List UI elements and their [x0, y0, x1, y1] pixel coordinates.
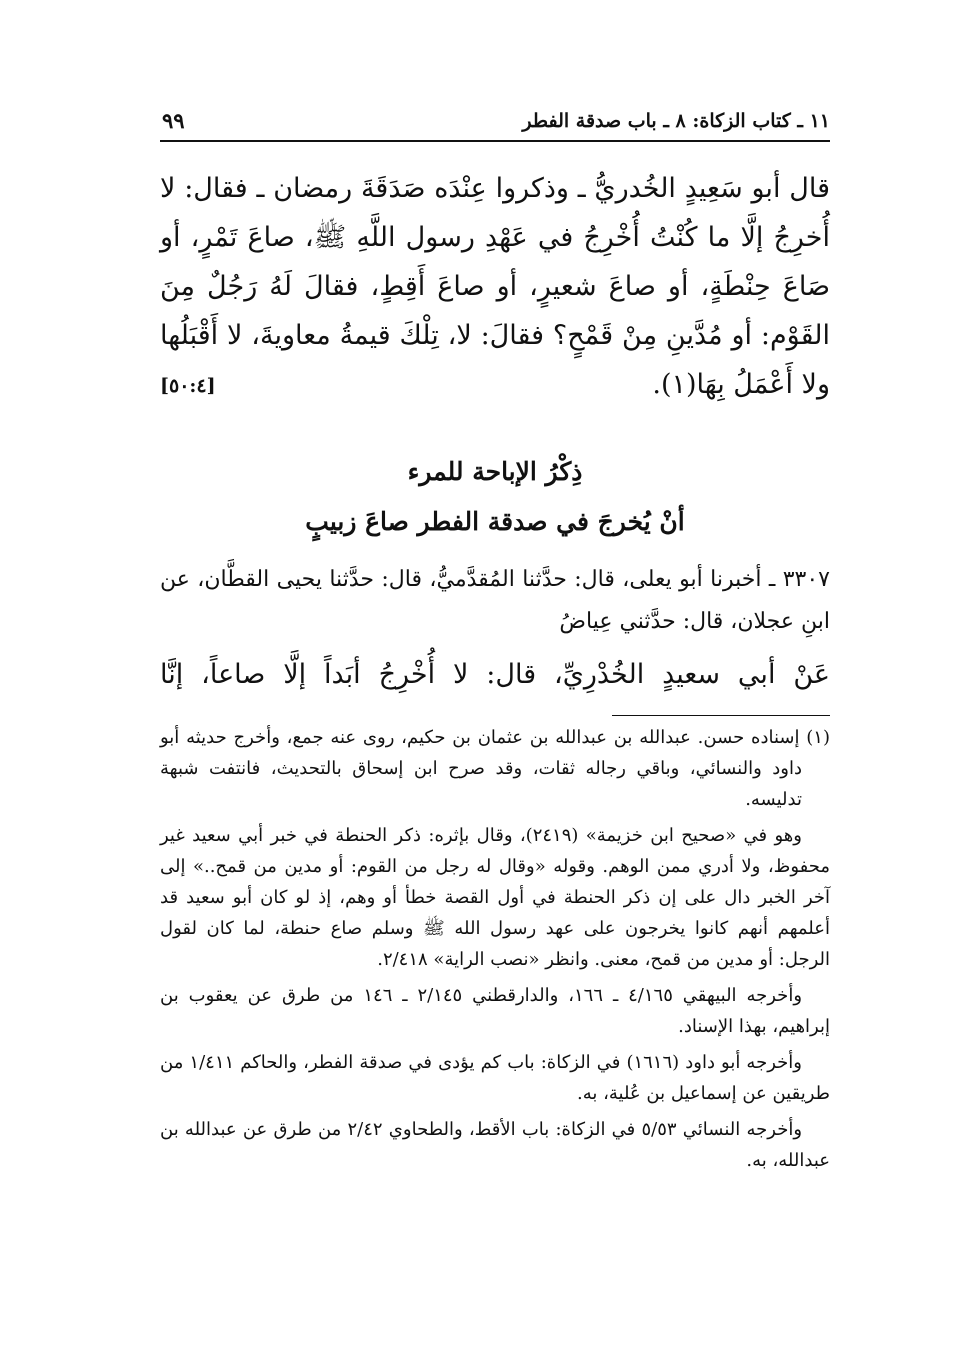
- chapter-heading: [160, 447, 830, 547]
- footnote-paragraph: وأخرجه البيهقي ٤/١٦٥ ـ ١٦٦، والدارقطني ٢/١٤٥ ـ ١٤٦ من طرق عن يعقوب بن إبراهيم، بهذا الإسناد.: [160, 985, 830, 1037]
- footnote-paragraph: وهو في «صحيح ابن خزيمة» (٢٤١٩)، وقال بإثره: ذكر الحنطة في خبر أبي سعيد غير محفوظ، ولا أدري ممن الوهم. وقوله «وقال له رجل من القوم: أو مدين من قمح..» إلى آخر الخبر دال على إن ذكر الحنطة في أول القصة خطأ أو وهم، إذ لو كان أبو سعيد قد أعلمهم أنهم كانوا يخرجون على عهد رسول الله ﷺ وسلم صاع حنطة، لما كان لقول الرجل: أو مدين من قمح، معنى. وانظر «نصب الراية» ٢/٤١٨.: [160, 825, 830, 970]
- book-page: [160, 100, 830, 1181]
- chapter-heading-line-1: ذِكْرُ الإباحة للمرء: [407, 457, 583, 486]
- footnote-divider: [612, 715, 830, 716]
- footnote-paragraph: وأخرجه النسائي ٥/٥٣ في الزكاة: باب الأقط، والطحاوي ٢/٤٢ من طرق عن عبدالله بن عبدالله، به.: [160, 1119, 830, 1171]
- volume-reference: [٥٠:٤]: [160, 375, 216, 397]
- chapter-heading-line-2: أنْ يُخرجَ في صدقة الفطر صاعَ زبيبٍ: [305, 507, 685, 536]
- main-text: قال أبو سَعِيدٍ الخُدريُّ ـ وذكروا عِنْدَه صَدَقَةَ رمضان ـ فقال: لا أُخرِجُ إلَّا ما كُنْتُ أُخْرِجُ في عَهْدِ رسول اللَّهِ ﷺ، صاعَ تَمْرٍ، أو صَاعَ حِنْطَةٍ، أو صاعَ شعيرٍ، أو صاعَ أَقِطٍ، فقالَ لَهُ رَجُلٌ مِنَ القَوْم: أو مُدَّينِ مِنْ قَمْحٍ؟ فقالَ: لا، تِلْكَ قيمةُ معاويةَ، لا أَقْبَلُها ولا أَعْمَلُ بِهَا(١).: [160, 173, 830, 400]
- page-header: [160, 100, 830, 142]
- hadith-matn: عَنْ أبي سعيدٍ الخُدْرِيِّ، قال: لا أُخْرِجُ أبَداً إلَّا صاعاً، إنَّا: [160, 659, 830, 690]
- footnotes: [160, 722, 830, 1176]
- page-number: ٩٩: [162, 108, 185, 133]
- running-title: ١١ ـ كتاب الزكاة: ٨ ـ باب صدقة الفطر: [522, 110, 830, 132]
- main-text-block: [160, 164, 830, 409]
- footnote-1: (١) إسناده حسن. عبدالله بن عبدالله بن عثمان بن حكيم، روى عنه جمع، وأخرج حديثه أبو داود والنسائي، وباقي رجاله ثقات، وقد صرح ابن إسحاق بالتحديث، فانتفت شبهة تدليسه.: [160, 727, 830, 810]
- hadith-isnad: ٣٣٠٧ ـ أخبرنا أبو يعلى، قال: حدَّثنا المُقدَّميُّ، قال: حدَّثنا يحيى القطَّان، عن ابنِ عجلان، قال: حدَّثني عِياضُ: [160, 567, 830, 634]
- footnote-paragraph: وأخرجه أبو داود (١٦١٦) في الزكاة: باب كم يؤدى في صدقة الفطر، والحاكم ١/٤١١ من طريقين عن إسماعيل بن عُلية، به.: [160, 1052, 830, 1104]
